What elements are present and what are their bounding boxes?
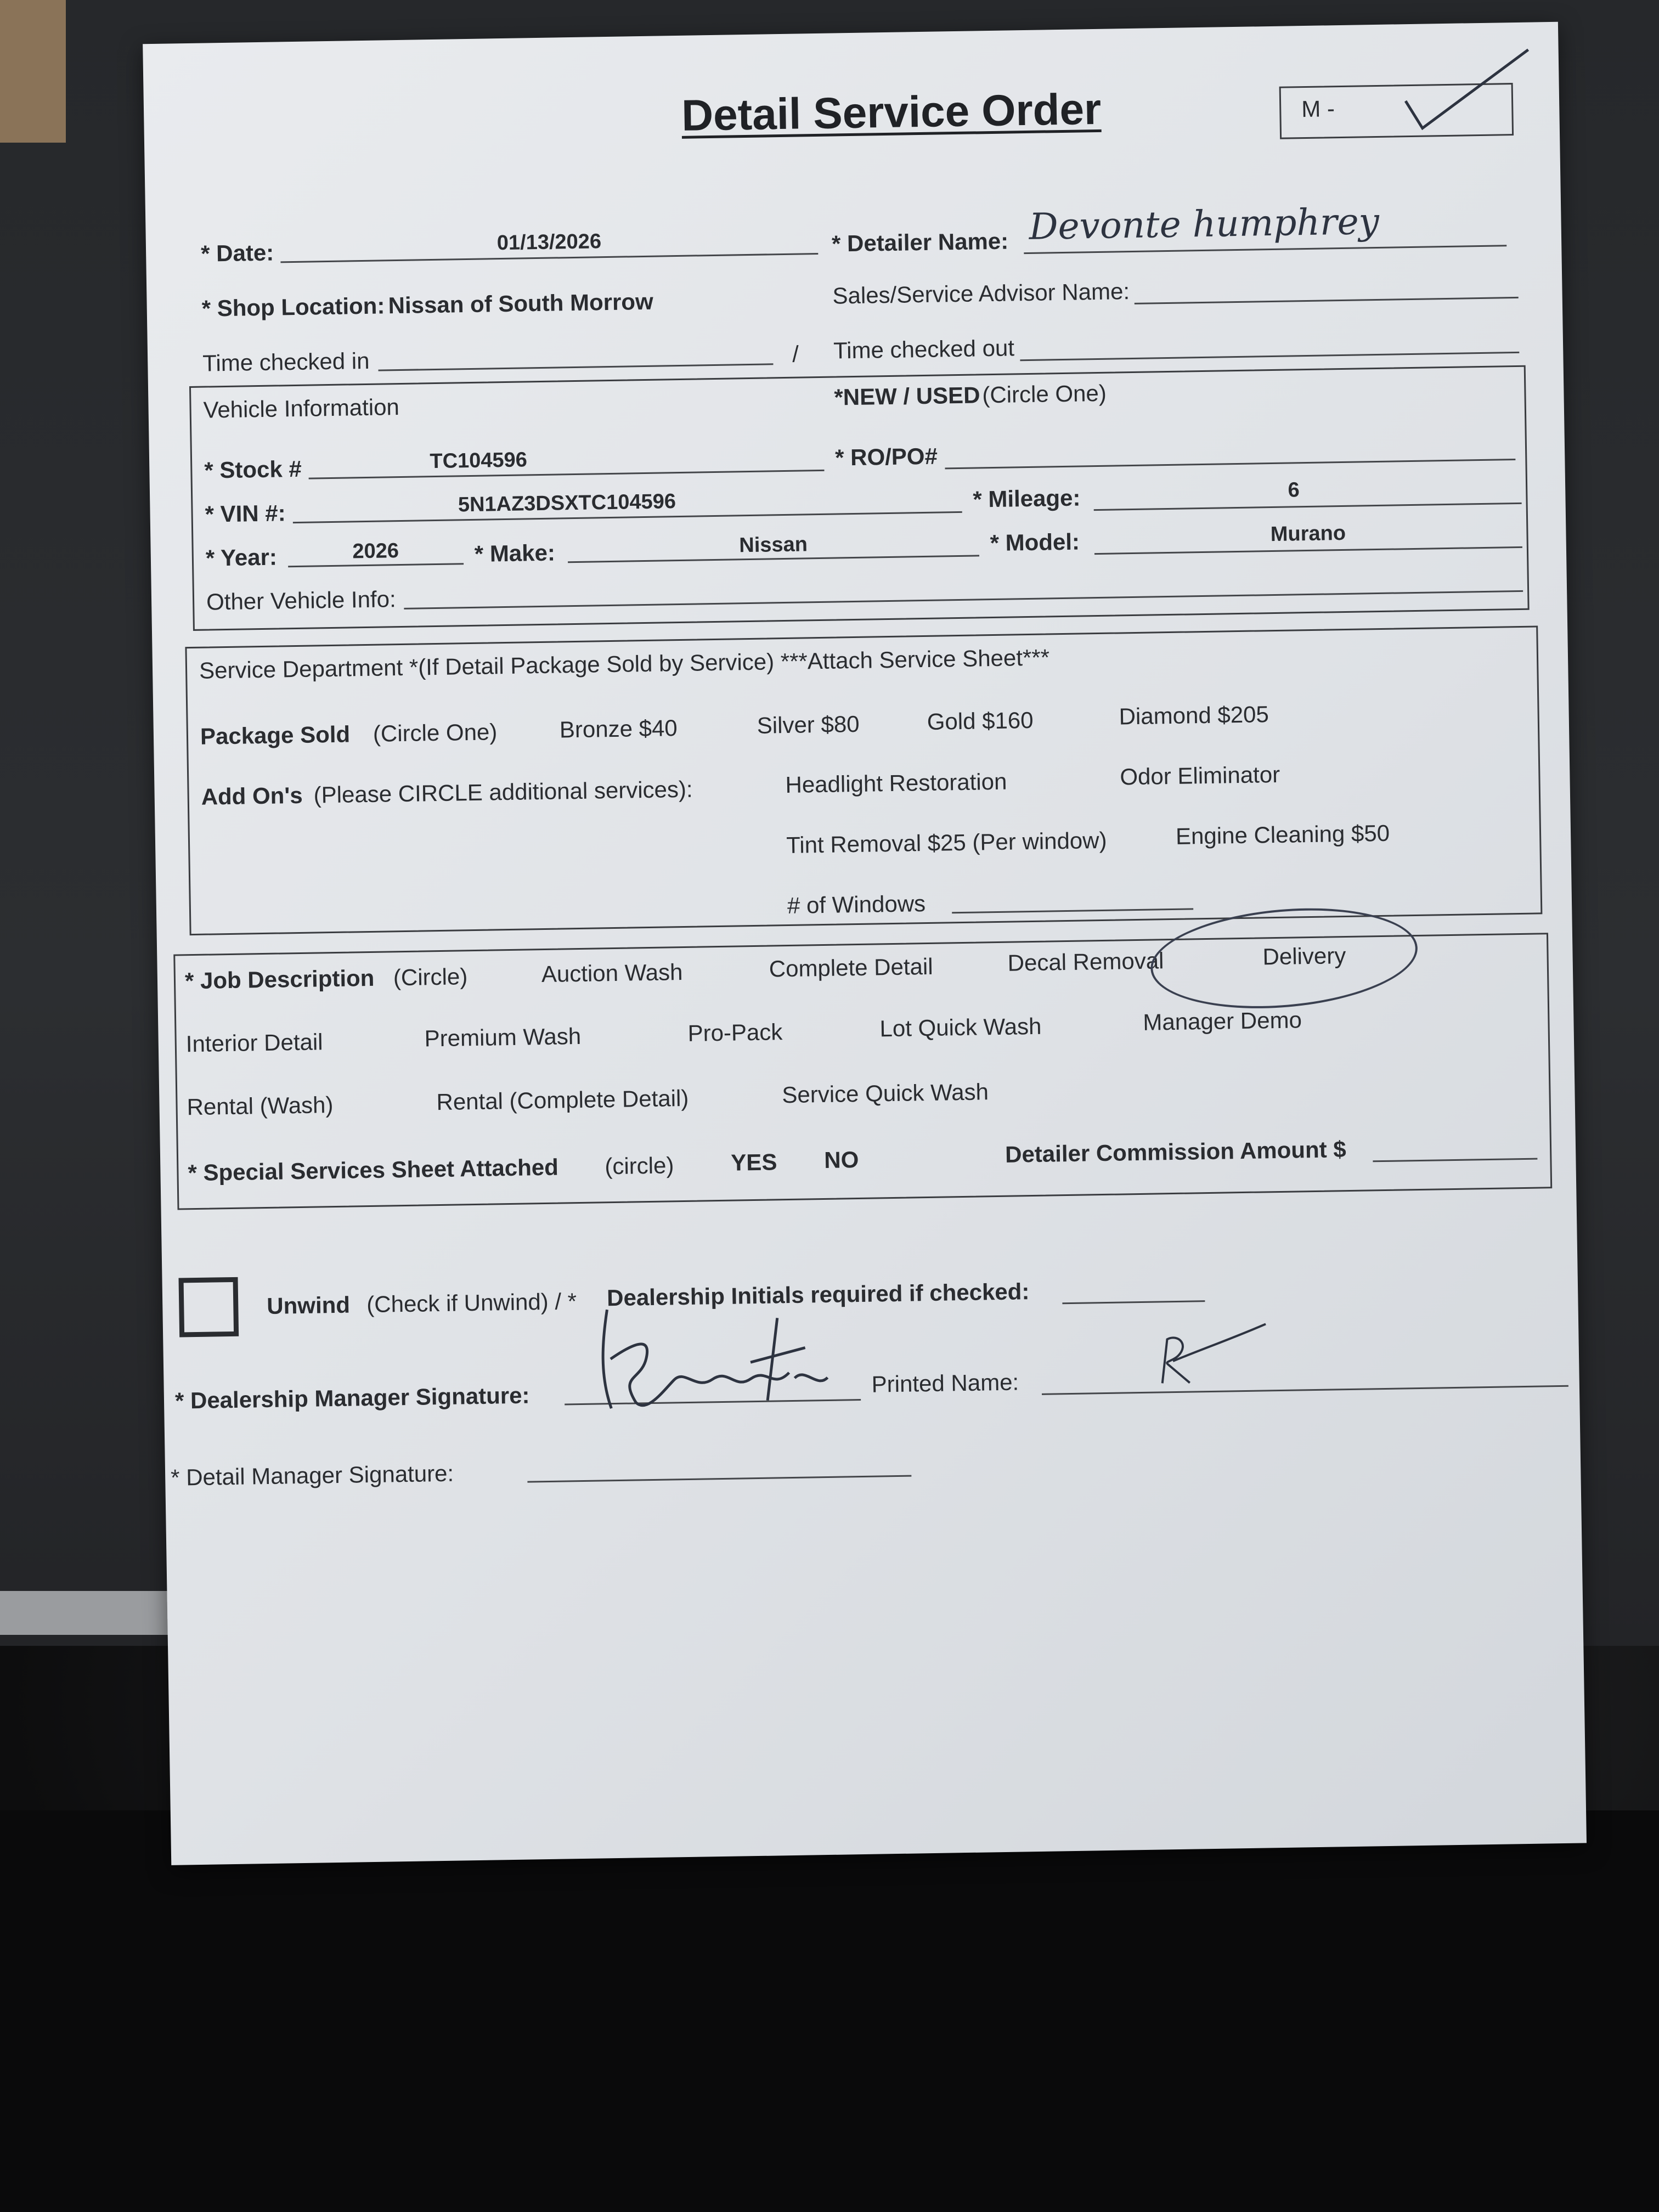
model-value[interactable]: Murano — [1270, 521, 1346, 546]
printed-name-initial[interactable] — [1150, 1321, 1272, 1394]
advisor-name-label: Sales/Service Advisor Name: — [832, 278, 1130, 309]
special-services-no[interactable]: NO — [823, 1147, 859, 1173]
package-sold-hint: (Circle One) — [373, 719, 498, 747]
special-services-hint: (circle) — [605, 1152, 674, 1180]
make-label: * Make: — [474, 539, 556, 567]
time-out-label: Time checked out — [833, 335, 1015, 364]
package-diamond[interactable]: Diamond $205 — [1119, 701, 1269, 730]
cardboard-corner — [0, 0, 66, 143]
vin-value[interactable]: 5N1AZ3DSXTC104596 — [458, 490, 676, 517]
job-description-hint: (Circle) — [393, 963, 468, 991]
other-vehicle-info-label: Other Vehicle Info: — [206, 586, 397, 615]
package-silver[interactable]: Silver $80 — [757, 710, 860, 738]
printed-name-label: Printed Name: — [871, 1369, 1019, 1397]
time-separator: / — [792, 341, 799, 367]
dealership-manager-signature[interactable] — [585, 1295, 850, 1420]
vin-label: * VIN #: — [205, 500, 286, 527]
job-interior-detail[interactable]: Interior Detail — [185, 1029, 323, 1057]
unwind-hint: (Check if Unwind) / * — [366, 1288, 577, 1318]
job-rental-wash[interactable]: Rental (Wash) — [187, 1092, 334, 1120]
check-mark-icon — [1400, 44, 1533, 140]
addon-tint-removal[interactable]: Tint Removal $25 (Per window) — [786, 827, 1107, 859]
vehicle-info-label: Vehicle Information — [203, 394, 400, 423]
dealership-initials-line — [1062, 1300, 1205, 1304]
job-decal-removal[interactable]: Decal Removal — [1007, 947, 1164, 976]
detail-manager-signature-label: * Detail Manager Signature: — [170, 1460, 454, 1491]
date-value[interactable]: 01/13/2026 — [496, 230, 602, 255]
windows-count-label: # of Windows — [787, 890, 926, 919]
new-used-hint: (Circle One) — [982, 380, 1107, 408]
job-pro-pack[interactable]: Pro-Pack — [687, 1019, 783, 1046]
model-label: * Model: — [990, 528, 1080, 556]
job-description-label: * Job Description — [184, 964, 375, 994]
job-service-quick-wash[interactable]: Service Quick Wash — [782, 1079, 989, 1108]
special-services-label: * Special Services Sheet Attached — [188, 1154, 559, 1186]
job-premium-wash[interactable]: Premium Wash — [424, 1023, 582, 1052]
job-lot-quick-wash[interactable]: Lot Quick Wash — [879, 1013, 1042, 1042]
dark-fabric — [0, 1810, 1659, 2212]
job-manager-demo[interactable]: Manager Demo — [1143, 1007, 1302, 1035]
detail-manager-signature-line — [527, 1475, 911, 1483]
printed-name-line — [1042, 1385, 1568, 1395]
date-label: * Date: — [200, 239, 274, 267]
desk-edge — [0, 1591, 176, 1635]
addon-odor-eliminator[interactable]: Odor Eliminator — [1119, 761, 1280, 790]
package-sold-label: Package Sold — [200, 721, 351, 749]
addon-headlight-restoration[interactable]: Headlight Restoration — [785, 768, 1007, 798]
stock-value[interactable]: TC104596 — [430, 448, 528, 473]
advisor-name-line — [1135, 297, 1519, 304]
time-in-label: Time checked in — [202, 347, 370, 376]
shop-location-label: * Shop Location: — [201, 292, 385, 321]
unwind-checkbox[interactable] — [178, 1277, 239, 1338]
job-complete-detail[interactable]: Complete Detail — [769, 953, 933, 982]
shop-location-value[interactable]: Nissan of South Morrow — [388, 288, 654, 319]
add-ons-label: Add On's — [201, 782, 303, 810]
job-rental-complete-detail[interactable]: Rental (Complete Detail) — [436, 1085, 689, 1115]
mileage-value[interactable]: 6 — [1288, 478, 1300, 502]
special-services-yes[interactable]: YES — [730, 1149, 777, 1176]
job-delivery[interactable]: Delivery — [1262, 943, 1346, 970]
dealership-initials-label: Dealership Initials required if checked: — [606, 1278, 1030, 1311]
commission-label: Detailer Commission Amount $ — [1005, 1136, 1347, 1167]
new-used-label: *NEW / USED — [834, 382, 980, 410]
package-gold[interactable]: Gold $160 — [927, 707, 1034, 735]
unwind-label: Unwind — [266, 1291, 351, 1319]
time-in-line — [379, 363, 774, 371]
addon-engine-cleaning[interactable]: Engine Cleaning $50 — [1175, 820, 1390, 849]
year-value[interactable]: 2026 — [352, 539, 399, 563]
mileage-label: * Mileage: — [973, 484, 1081, 512]
time-out-line — [1020, 352, 1519, 361]
form-title: Detail Service Order — [681, 84, 1102, 140]
year-label: * Year: — [205, 544, 278, 571]
m-box-label: M - — [1301, 95, 1335, 122]
dealership-manager-signature-label: * Dealership Manager Signature: — [174, 1382, 530, 1414]
ro-po-label: * RO/PO# — [834, 443, 938, 471]
service-department-header: Service Department *(If Detail Package Sold by Service) ***Attach Service Sheet*** — [199, 644, 1050, 684]
job-auction-wash[interactable]: Auction Wash — [541, 959, 683, 988]
detailer-name-value[interactable]: Devonte humphrey — [1028, 200, 1380, 248]
add-ons-hint: (Please CIRCLE additional services): — [313, 776, 693, 808]
stock-label: * Stock # — [204, 455, 302, 483]
package-bronze[interactable]: Bronze $40 — [559, 715, 678, 743]
detailer-name-label: * Detailer Name: — [831, 228, 1009, 257]
make-value[interactable]: Nissan — [739, 533, 808, 557]
service-order-sheet — [143, 22, 1587, 1865]
